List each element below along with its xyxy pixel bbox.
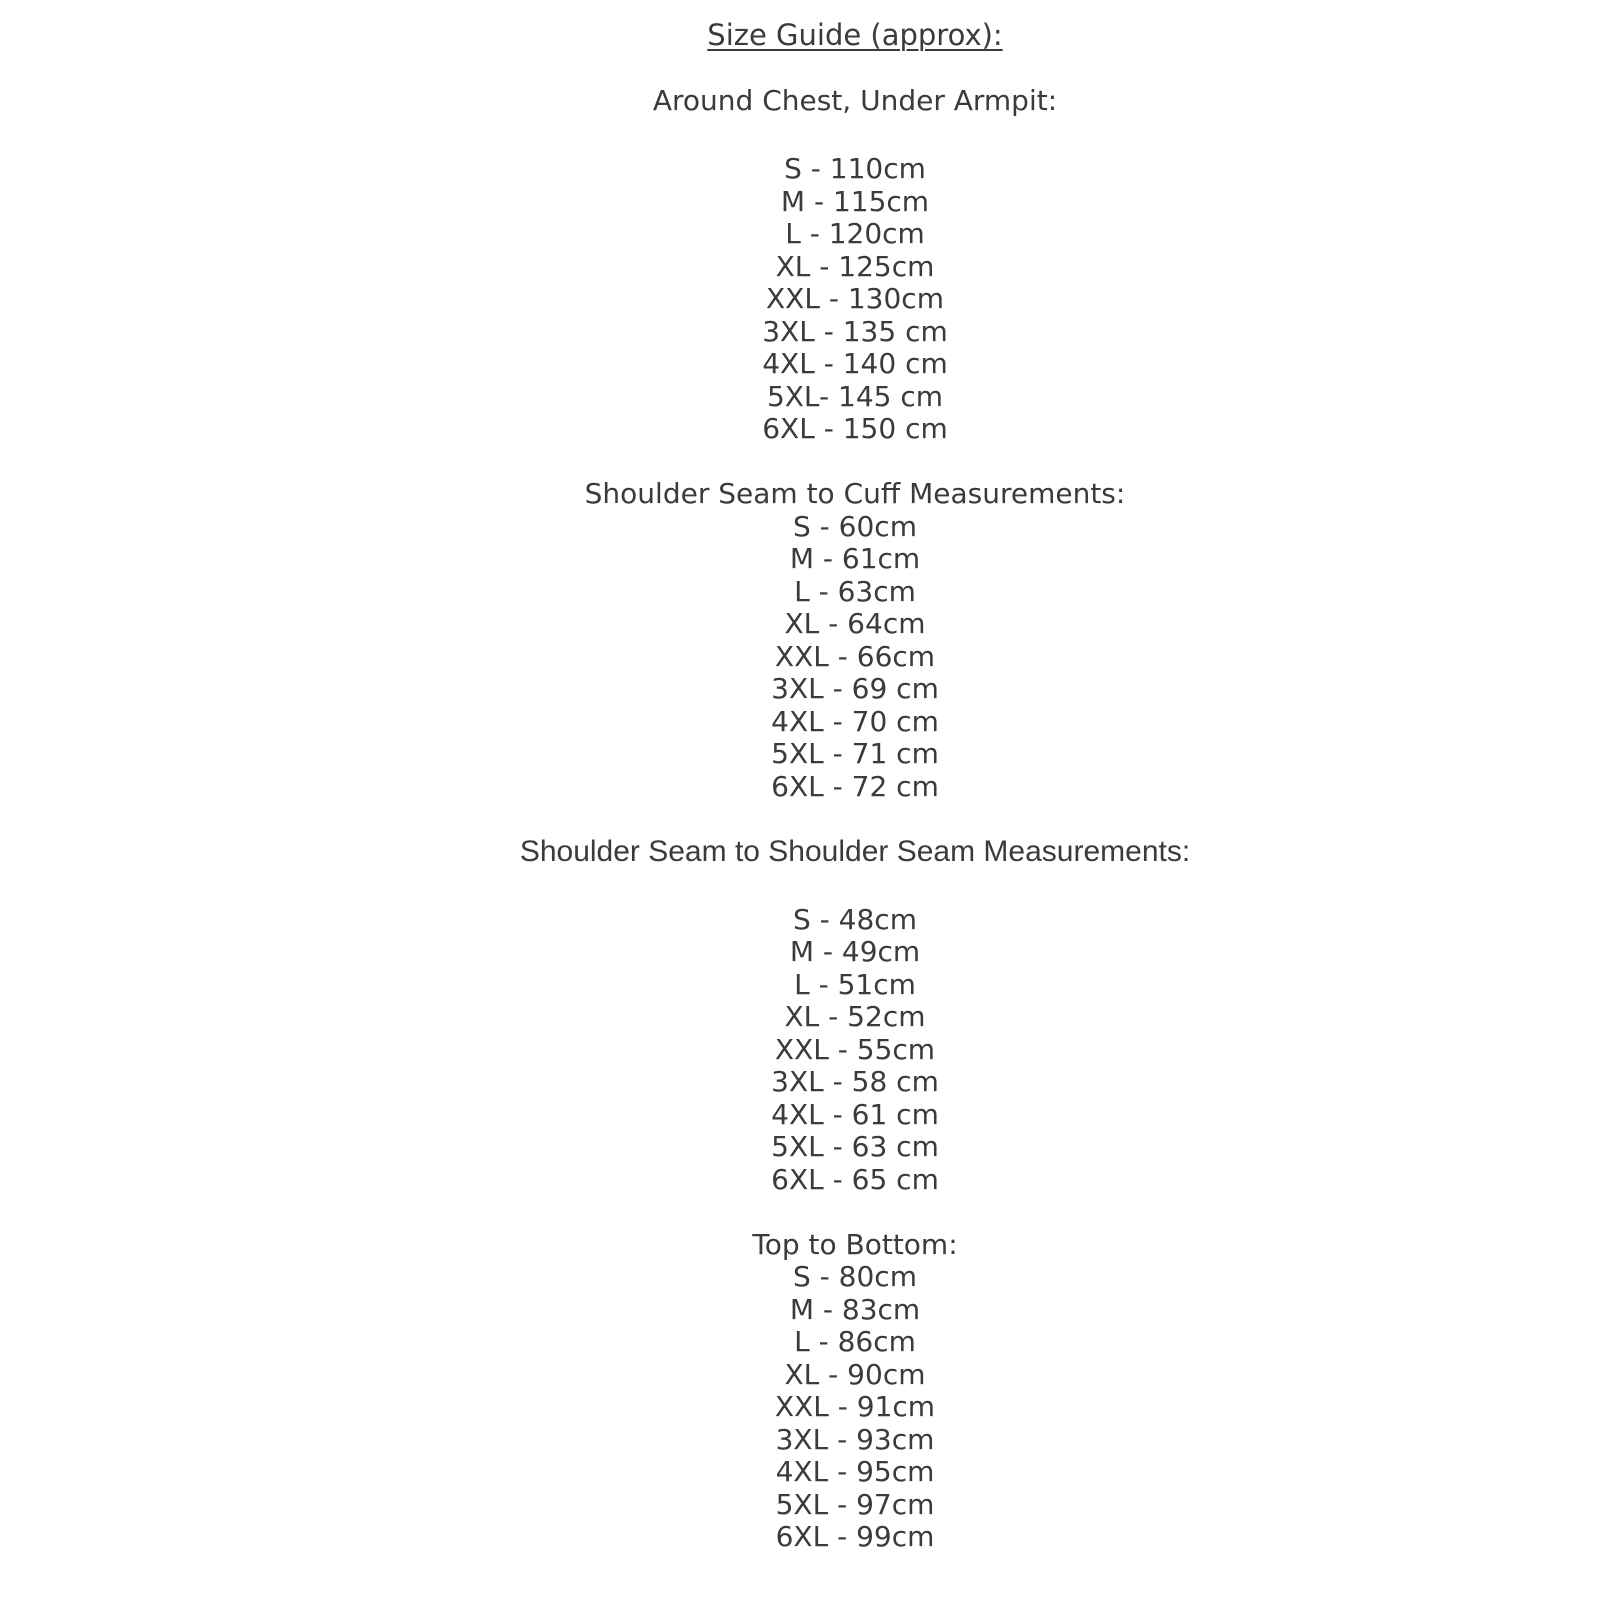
size-row: S - 80cm <box>793 1260 917 1293</box>
size-row: 4XL - 70 cm <box>771 704 939 738</box>
size-list-top-to-bottom <box>110 1261 1600 1554</box>
size-row: 3XL - 58 cm <box>771 1065 939 1098</box>
size-row: XL - 125cm <box>775 249 935 283</box>
spacer <box>110 1196 1600 1229</box>
size-row: XL - 64cm <box>784 607 926 640</box>
section-heading-shoulder-to-cuff: Shoulder Seam to Cuff Measurements: <box>584 477 1126 510</box>
size-row: XXL - 91cm <box>774 1390 936 1423</box>
size-row: 3XL - 93cm <box>775 1422 935 1456</box>
page-title <box>110 19 1600 53</box>
size-row: XL - 52cm <box>784 1000 926 1033</box>
size-row: S - 60cm <box>793 509 917 543</box>
size-row: XL - 90cm <box>784 1357 926 1391</box>
page-title-text: Size Guide (approx): <box>707 18 1003 52</box>
spacer <box>110 53 1600 86</box>
spacer <box>110 868 1600 904</box>
section-heading-shoulder-to-shoulder: Shoulder Seam to Shoulder Seam Measurements: <box>519 834 1191 868</box>
section-shoulder-to-cuff <box>110 478 1600 803</box>
spacer <box>110 803 1600 836</box>
section-top-to-bottom <box>110 1229 1600 1554</box>
size-list-shoulder-to-shoulder <box>110 904 1600 1197</box>
size-row: S - 48cm <box>793 902 917 936</box>
section-shoulder-to-shoulder <box>110 836 1600 1197</box>
section-heading-top-to-bottom: Top to Bottom: <box>752 1227 958 1261</box>
size-row: 5XL - 63 cm <box>771 1130 939 1163</box>
size-row: 6XL - 150 cm <box>762 412 948 445</box>
size-row: 3XL - 135 cm <box>762 314 948 348</box>
size-row: L - 86cm <box>794 1325 916 1358</box>
section-heading-around-chest: Around Chest, Under Armpit: <box>652 84 1058 117</box>
size-row: 6XL - 65 cm <box>771 1162 939 1196</box>
size-row: M - 61cm <box>789 542 921 575</box>
size-row: 4XL - 61 cm <box>771 1097 939 1131</box>
size-row: L - 51cm <box>794 967 916 1001</box>
size-row: L - 120cm <box>785 217 925 250</box>
size-row: M - 115cm <box>780 184 930 218</box>
spacer <box>110 118 1600 154</box>
size-row: 3XL - 69 cm <box>771 672 939 705</box>
section-around-chest <box>110 85 1600 446</box>
size-list-shoulder-to-cuff <box>110 511 1600 804</box>
size-list-around-chest <box>110 153 1600 446</box>
size-row: M - 83cm <box>789 1292 921 1326</box>
size-row: 4XL - 95cm <box>775 1455 935 1488</box>
size-row: 6XL - 72 cm <box>771 769 939 803</box>
size-row: 4XL - 140 cm <box>762 347 948 380</box>
size-row: XXL - 66cm <box>774 639 936 673</box>
size-row: 5XL - 97cm <box>775 1487 935 1521</box>
size-row: S - 110cm <box>784 152 926 185</box>
size-row: L - 63cm <box>794 574 916 608</box>
size-row: 5XL- 145 cm <box>766 379 944 413</box>
size-row: 5XL - 71 cm <box>771 737 939 770</box>
size-row: XXL - 55cm <box>774 1032 936 1066</box>
spacer <box>110 446 1600 479</box>
size-row: M - 49cm <box>789 935 921 968</box>
size-row: 6XL - 99cm <box>775 1520 935 1553</box>
size-row: XXL - 130cm <box>766 282 944 315</box>
